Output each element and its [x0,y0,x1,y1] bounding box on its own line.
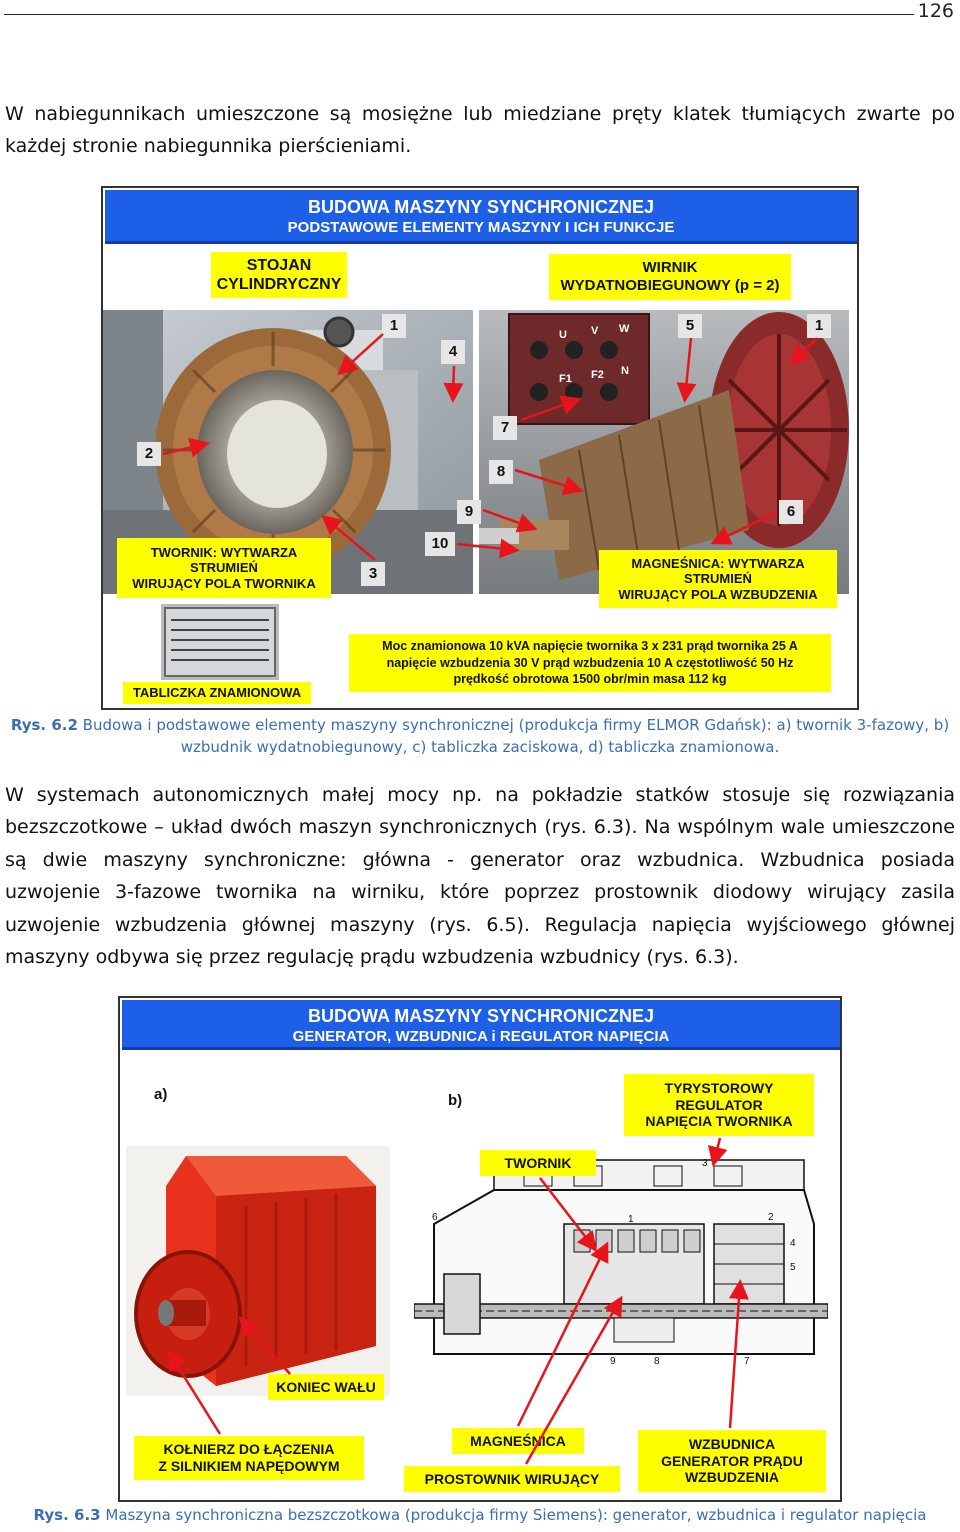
label-wzbudnica-line2: GENERATOR PRĄDU [661,1452,803,1469]
drawing-number-6: 6 [432,1212,438,1223]
figure2-caption-prefix: Rys. 6.3 [33,1506,101,1524]
figure2-caption-text: Maszyna synchroniczna bezszczotkowa (produkcja firmy Siemens): generator, wzbudnica i regulator napięcia [100,1506,927,1524]
callout-8: 8 [489,460,513,484]
callout-3: 3 [361,562,385,586]
label-wirnik-line1: WIRNIK [642,259,698,276]
label-b: b) [448,1092,463,1109]
label-magnesnica-line1: MAGNEŚNICA: WYTWARZA [631,555,805,571]
callout-1-rotor: 1 [807,314,831,338]
header-rule [4,14,914,15]
label-magnesnica-line3: WIRUJĄCY POLA WZBUDZENIA [618,586,818,602]
figure-brushless-machine [118,996,842,1502]
label-kolnierz-line1: KOŁNIERZ DO ŁĄCZENIA [163,1441,335,1458]
arrow-wzbudnica [730,1284,740,1428]
label-stojan-line2: CYLINDRYCZNY [216,276,342,293]
label-twornik-line3: WIRUJĄCY POLA TWORNIKA [132,575,316,591]
arrow-10 [457,544,515,550]
terminal-w: W [619,323,630,335]
arrow-1-rotor [793,338,817,362]
label-wzbudnica-line1: WZBUDNICA [688,1435,776,1452]
callout-2: 2 [137,442,161,466]
arrow-8 [515,470,579,490]
label-tabliczka: TABLICZKA ZNAMIONOWA [123,682,311,704]
arrow-koniec-walu [242,1320,290,1374]
paragraph-intro: W nabiegunnikach umieszczone są mosiężne lub miedziane pręty klatek tłumiących zwarte po każdej stronie nabiegunnika pierścieniami. [5,103,955,158]
label-kolnierz-line2: Z SILNIKIEM NAPĘDOWYM [158,1458,340,1474]
drawing-number-1: 1 [628,1214,634,1225]
arrow-7 [521,400,577,420]
specs-line3: prędkość obrotowa 1500 obr/min masa 112 kg [453,672,727,687]
label-wirnik-line2: WYDATNOBIEGUNOWY (p = 2) [560,277,780,294]
arrow-1-stator [341,334,383,372]
figure2-caption [4,1504,956,1526]
arrow-twornik [540,1178,594,1248]
terminal-v: V [591,325,599,337]
label-wzbudnica-line3: WZBUDZENIA [684,1469,780,1486]
terminal-f2: F2 [591,369,604,381]
figure2-title: BUDOWA MASZYNY SYNCHRONICZNEJ [307,1006,655,1026]
callout-6: 6 [779,500,803,524]
callout-1-stator: 1 [382,314,406,338]
drawing-number-5: 5 [790,1262,796,1273]
label-magnesnica-2: MAGNEŚNICA [452,1428,584,1454]
arrow-4 [453,366,454,398]
drawing-number-9: 9 [610,1356,616,1367]
figure1-caption-prefix: Rys. 6.2 [10,716,78,734]
label-twornik-line2: STRUMIEŃ [190,560,258,576]
label-prostownik: PROSTOWNIK WIRUJĄCY [404,1466,620,1492]
callout-4: 4 [441,340,465,364]
figure1-caption-text: Budowa i podstawowe elementy maszyny synchronicznej (produkcja firmy ELMOR Gdańsk): a) twornik 3-fazowy, b) wzbudnik wydatnobiegunowy, c) tabliczka zaciskowa, d) tabliczka znamionowa. [77,716,950,756]
callout-10: 10 [425,532,455,556]
terminal-f1: F1 [559,373,572,385]
arrow-tyrystorowy [714,1138,720,1162]
terminal-u: U [559,329,567,341]
terminal-n: N [621,365,629,377]
figure1-subtitle: PODSTAWOWE ELEMENTY MASZYNY I ICH FUNKCJE [287,219,675,236]
label-tyrystorowy-line2: REGULATOR [675,1096,763,1113]
figure-synchronous-machine-parts [101,186,859,710]
specs-line2: napięcie wzbudzenia 30 V prąd wzbudzenia 10 A częstotliwość 50 Hz [386,655,794,670]
drawing-number-3: 3 [702,1158,708,1169]
figure1-arrows [103,188,859,710]
drawing-number-2: 2 [768,1212,774,1223]
label-a: a) [154,1086,168,1103]
label-koniec-walu: KONIEC WAŁU [268,1374,384,1400]
figure1-caption [4,714,956,758]
drawing-number-8: 8 [654,1356,660,1367]
label-twornik-line1: TWORNIK: WYTWARZA [150,544,298,560]
arrow-9 [483,510,533,528]
arrow-6 [715,512,777,542]
figure2-arrows [120,998,842,1502]
arrow-kolnierz [170,1354,220,1434]
callout-7: 7 [493,416,517,440]
arrow-5 [685,338,691,398]
arrow-3 [325,518,375,560]
drawing-number-4: 4 [790,1238,796,1249]
figure1-title: BUDOWA MASZYNY SYNCHRONICZNEJ [307,197,655,217]
page-number: 126 [917,0,954,22]
label-stojan-line1: STOJAN [246,256,312,274]
arrow-2 [163,444,205,454]
drawing-number-7: 7 [744,1356,750,1367]
label-tyrystorowy-line3: NAPIĘCIA TWORNIKA [645,1113,793,1130]
paragraph-brushless: W systemach autonomicznych małej mocy np. na pokładzie statków stosuje się rozwiązania bezszczotkowe – układ dwóch maszyn synchronicznych (rys. 6.3). Na wspólnym wale umieszczone są dwie maszyny synchroniczne: główna - generator oraz wzbudnica. Wzbudnica posiada uzwojenie 3-fazowe twornika na wirniku, które poprzez prostownik diodowy wirujący zasila uzwojenie wzbudzenia głównej maszyny (rys. 6.5). Regulacja napięcia wyjściowego głównej maszyny odbywa się przez regulację prądu wzbudzenia wzbudnicy (rys. 6.3). [5,784,955,969]
callout-5: 5 [678,314,702,338]
label-twornik-2: TWORNIK [480,1150,596,1176]
label-tyrystorowy-line1: TYRYSTOROWY [664,1079,774,1096]
figure2-subtitle: GENERATOR, WZBUDNICA i REGULATOR NAPIĘCIA [292,1028,670,1045]
specs-line1: Moc znamionowa 10 kVA napięcie twornika 3 x 231 prąd twornika 25 A [382,638,798,653]
label-magnesnica-line2: STRUMIEŃ [684,571,752,587]
callout-9: 9 [457,500,481,524]
